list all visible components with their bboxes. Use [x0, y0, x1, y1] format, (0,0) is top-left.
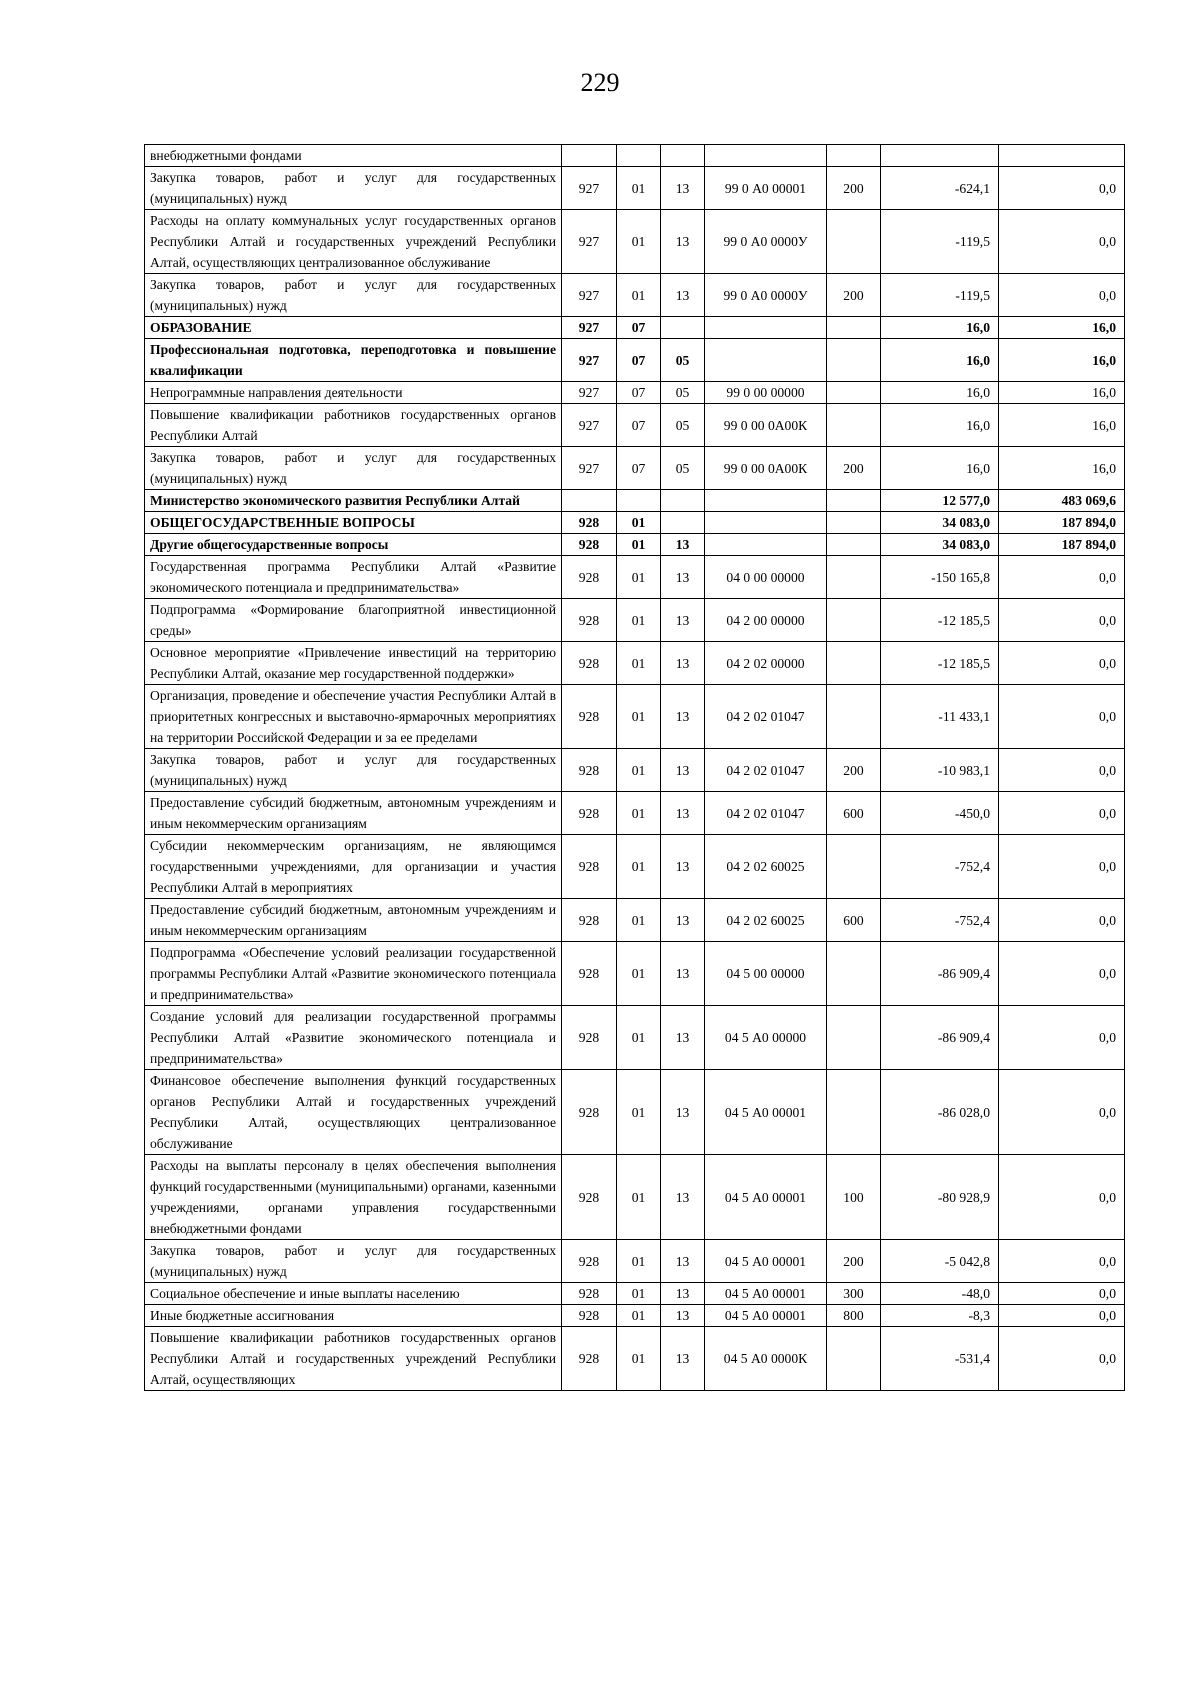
- target-article-code: [705, 339, 827, 382]
- table-row: [145, 1006, 1125, 1070]
- amount-year-2: 0,0: [999, 1155, 1125, 1240]
- section-code: 07: [617, 404, 661, 447]
- subsection-code: 13: [661, 1240, 705, 1283]
- target-article-code: 99 0 А0 0000У: [705, 274, 827, 317]
- subsection-code: 13: [661, 642, 705, 685]
- expense-type-code: [827, 382, 881, 404]
- target-article-code: 99 0 А0 0000У: [705, 210, 827, 274]
- amount-year-1: -150 165,8: [881, 556, 999, 599]
- expense-type-code: [827, 512, 881, 534]
- row-name: Другие общегосударственные вопросы: [145, 534, 562, 556]
- subsection-code: 13: [661, 274, 705, 317]
- amount-year-2: 16,0: [999, 447, 1125, 490]
- section-code: 01: [617, 899, 661, 942]
- department-code: 928: [562, 1283, 617, 1305]
- row-name: Закупка товаров, работ и услуг для государственных (муниципальных) нужд: [145, 274, 562, 317]
- section-code: 01: [617, 167, 661, 210]
- expense-type-code: 300: [827, 1283, 881, 1305]
- amount-year-2: [999, 145, 1125, 167]
- subsection-code: 13: [661, 1283, 705, 1305]
- target-article-code: 04 2 00 00000: [705, 599, 827, 642]
- target-article-code: 04 5 А0 00001: [705, 1305, 827, 1327]
- amount-year-2: 16,0: [999, 382, 1125, 404]
- row-name: Государственная программа Республики Алтай «Развитие экономического потенциала и предпринимательства»: [145, 556, 562, 599]
- target-article-code: 99 0 00 0А00К: [705, 447, 827, 490]
- table-row: [145, 490, 1125, 512]
- table-row: [145, 447, 1125, 490]
- amount-year-2: 0,0: [999, 1070, 1125, 1155]
- department-code: 928: [562, 749, 617, 792]
- section-code: 07: [617, 447, 661, 490]
- target-article-code: 04 5 А0 00001: [705, 1240, 827, 1283]
- subsection-code: 13: [661, 749, 705, 792]
- expense-type-code: [827, 685, 881, 749]
- target-article-code: 04 2 02 01047: [705, 749, 827, 792]
- section-code: 01: [617, 1070, 661, 1155]
- amount-year-1: -624,1: [881, 167, 999, 210]
- expense-type-code: [827, 317, 881, 339]
- row-name: Министерство экономического развития Республики Алтай: [145, 490, 562, 512]
- subsection-code: 13: [661, 534, 705, 556]
- department-code: 927: [562, 382, 617, 404]
- target-article-code: 99 0 А0 00001: [705, 167, 827, 210]
- amount-year-1: 16,0: [881, 382, 999, 404]
- expense-type-code: [827, 490, 881, 512]
- table-row: [145, 749, 1125, 792]
- table-row: [145, 685, 1125, 749]
- target-article-code: [705, 512, 827, 534]
- department-code: 927: [562, 447, 617, 490]
- department-code: 928: [562, 1305, 617, 1327]
- section-code: 01: [617, 1155, 661, 1240]
- amount-year-2: 187 894,0: [999, 512, 1125, 534]
- table-row: [145, 1155, 1125, 1240]
- expense-type-code: [827, 339, 881, 382]
- department-code: 928: [562, 599, 617, 642]
- target-article-code: 04 2 02 01047: [705, 792, 827, 835]
- row-name: Создание условий для реализации государственной программы Республики Алтай «Развитие экономического потенциала и предпринимательства»: [145, 1006, 562, 1070]
- row-name: Расходы на выплаты персоналу в целях обеспечения выполнения функций государственными (муниципальными) органами, казенными учреждениями, органами управления государственными внебюджетными фондами: [145, 1155, 562, 1240]
- row-name: Организация, проведение и обеспечение участия Республики Алтай в приоритетных конгрессных и выставочно-ярмарочных мероприятиях на территории Российской Федерации и за ее пределами: [145, 685, 562, 749]
- amount-year-2: 16,0: [999, 317, 1125, 339]
- row-name: Основное мероприятие «Привлечение инвестиций на территорию Республики Алтай, оказание мер государственной поддержки»: [145, 642, 562, 685]
- row-name: Расходы на оплату коммунальных услуг государственных органов Республики Алтай и государственных учреждений Республики Алтай, осуществляющих централизованное обслуживание: [145, 210, 562, 274]
- section-code: 01: [617, 1283, 661, 1305]
- amount-year-1: -12 185,5: [881, 642, 999, 685]
- expense-type-code: [827, 835, 881, 899]
- table-row: [145, 599, 1125, 642]
- amount-year-1: -80 928,9: [881, 1155, 999, 1240]
- target-article-code: 04 2 02 00000: [705, 642, 827, 685]
- table-row: [145, 404, 1125, 447]
- expense-type-code: 100: [827, 1155, 881, 1240]
- department-code: 927: [562, 167, 617, 210]
- row-name: Закупка товаров, работ и услуг для государственных (муниципальных) нужд: [145, 749, 562, 792]
- section-code: 01: [617, 210, 661, 274]
- subsection-code: 13: [661, 210, 705, 274]
- row-name: ОБЩЕГОСУДАРСТВЕННЫЕ ВОПРОСЫ: [145, 512, 562, 534]
- section-code: 01: [617, 942, 661, 1006]
- amount-year-2: 0,0: [999, 599, 1125, 642]
- table-row: [145, 942, 1125, 1006]
- amount-year-1: -12 185,5: [881, 599, 999, 642]
- amount-year-1: -86 028,0: [881, 1070, 999, 1155]
- department-code: 927: [562, 274, 617, 317]
- subsection-code: 13: [661, 1305, 705, 1327]
- amount-year-2: 0,0: [999, 167, 1125, 210]
- table-row: [145, 1240, 1125, 1283]
- subsection-code: 13: [661, 1006, 705, 1070]
- target-article-code: 04 2 02 60025: [705, 835, 827, 899]
- table-row: [145, 145, 1125, 167]
- expense-type-code: [827, 1006, 881, 1070]
- subsection-code: [661, 145, 705, 167]
- expense-type-code: [827, 1070, 881, 1155]
- amount-year-2: 0,0: [999, 835, 1125, 899]
- row-name: Закупка товаров, работ и услуг для государственных (муниципальных) нужд: [145, 1240, 562, 1283]
- target-article-code: 04 5 А0 00001: [705, 1283, 827, 1305]
- amount-year-2: 0,0: [999, 685, 1125, 749]
- amount-year-1: -86 909,4: [881, 942, 999, 1006]
- amount-year-2: 16,0: [999, 339, 1125, 382]
- subsection-code: 05: [661, 339, 705, 382]
- amount-year-1: -752,4: [881, 835, 999, 899]
- amount-year-1: 16,0: [881, 404, 999, 447]
- section-code: 01: [617, 599, 661, 642]
- table-row: [145, 167, 1125, 210]
- expense-type-code: 200: [827, 274, 881, 317]
- amount-year-1: 16,0: [881, 317, 999, 339]
- subsection-code: 13: [661, 685, 705, 749]
- target-article-code: [705, 317, 827, 339]
- section-code: 01: [617, 556, 661, 599]
- amount-year-2: 0,0: [999, 899, 1125, 942]
- row-name: Профессиональная подготовка, переподготовка и повышение квалификации: [145, 339, 562, 382]
- table-row: [145, 534, 1125, 556]
- row-name: ОБРАЗОВАНИЕ: [145, 317, 562, 339]
- target-article-code: 04 5 00 00000: [705, 942, 827, 1006]
- target-article-code: [705, 534, 827, 556]
- table-row: [145, 317, 1125, 339]
- subsection-code: 13: [661, 942, 705, 1006]
- department-code: 928: [562, 1327, 617, 1391]
- expense-type-code: [827, 642, 881, 685]
- row-name: Финансовое обеспечение выполнения функций государственных органов Республики Алтай и государственных учреждений Республики Алтай, осуществляющих централизованное обслуживание: [145, 1070, 562, 1155]
- amount-year-1: -11 433,1: [881, 685, 999, 749]
- table-row: [145, 1283, 1125, 1305]
- amount-year-2: 0,0: [999, 1305, 1125, 1327]
- amount-year-1: 34 083,0: [881, 512, 999, 534]
- page-number: 229: [580, 68, 620, 97]
- amount-year-1: -10 983,1: [881, 749, 999, 792]
- amount-year-2: 0,0: [999, 1240, 1125, 1283]
- subsection-code: 13: [661, 599, 705, 642]
- section-code: 01: [617, 749, 661, 792]
- amount-year-1: -8,3: [881, 1305, 999, 1327]
- expense-type-code: [827, 210, 881, 274]
- expense-type-code: 200: [827, 749, 881, 792]
- table-row: [145, 1070, 1125, 1155]
- department-code: 928: [562, 942, 617, 1006]
- table-row: [145, 382, 1125, 404]
- department-code: 927: [562, 339, 617, 382]
- amount-year-1: -752,4: [881, 899, 999, 942]
- department-code: 927: [562, 404, 617, 447]
- amount-year-2: 0,0: [999, 1006, 1125, 1070]
- amount-year-1: -5 042,8: [881, 1240, 999, 1283]
- expense-type-code: 600: [827, 792, 881, 835]
- department-code: [562, 490, 617, 512]
- row-name: Социальное обеспечение и иные выплаты населению: [145, 1283, 562, 1305]
- section-code: 07: [617, 382, 661, 404]
- department-code: 928: [562, 1240, 617, 1283]
- section-code: 07: [617, 339, 661, 382]
- table-row: [145, 899, 1125, 942]
- table-row: [145, 274, 1125, 317]
- row-name: Подпрограмма «Формирование благоприятной инвестиционной среды»: [145, 599, 562, 642]
- target-article-code: 04 5 А0 0000К: [705, 1327, 827, 1391]
- row-name: Подпрограмма «Обеспечение условий реализации государственной программы Республики Алтай «Развитие экономического потенциала и предпринимательства»: [145, 942, 562, 1006]
- section-code: 01: [617, 792, 661, 835]
- subsection-code: 13: [661, 899, 705, 942]
- amount-year-1: 34 083,0: [881, 534, 999, 556]
- target-article-code: 99 0 00 00000: [705, 382, 827, 404]
- department-code: 928: [562, 792, 617, 835]
- table-row: [145, 339, 1125, 382]
- target-article-code: 04 5 А0 00001: [705, 1070, 827, 1155]
- target-article-code: 04 5 А0 00001: [705, 1155, 827, 1240]
- section-code: 01: [617, 1006, 661, 1070]
- department-code: 928: [562, 1070, 617, 1155]
- subsection-code: 13: [661, 1070, 705, 1155]
- row-name: Закупка товаров, работ и услуг для государственных (муниципальных) нужд: [145, 447, 562, 490]
- budget-table: [144, 144, 1125, 1391]
- department-code: [562, 145, 617, 167]
- department-code: 927: [562, 210, 617, 274]
- table-row: [145, 210, 1125, 274]
- amount-year-1: -119,5: [881, 210, 999, 274]
- subsection-code: 13: [661, 835, 705, 899]
- expense-type-code: 200: [827, 1240, 881, 1283]
- expense-type-code: [827, 534, 881, 556]
- subsection-code: 13: [661, 1327, 705, 1391]
- row-name: Закупка товаров, работ и услуг для государственных (муниципальных) нужд: [145, 167, 562, 210]
- expense-type-code: [827, 145, 881, 167]
- budget-table-body: [145, 145, 1125, 1391]
- section-code: 01: [617, 274, 661, 317]
- target-article-code: 04 0 00 00000: [705, 556, 827, 599]
- row-name: Повышение квалификации работников государственных органов Республики Алтай: [145, 404, 562, 447]
- section-code: 01: [617, 1327, 661, 1391]
- expense-type-code: 800: [827, 1305, 881, 1327]
- table-row: [145, 642, 1125, 685]
- amount-year-2: 0,0: [999, 210, 1125, 274]
- target-article-code: 04 5 А0 00000: [705, 1006, 827, 1070]
- department-code: 928: [562, 512, 617, 534]
- target-article-code: 99 0 00 0А00К: [705, 404, 827, 447]
- amount-year-2: 16,0: [999, 404, 1125, 447]
- amount-year-1: 16,0: [881, 339, 999, 382]
- section-code: 07: [617, 317, 661, 339]
- section-code: 01: [617, 835, 661, 899]
- row-name: Непрограммные направления деятельности: [145, 382, 562, 404]
- expense-type-code: [827, 556, 881, 599]
- subsection-code: [661, 512, 705, 534]
- table-row: [145, 1327, 1125, 1391]
- subsection-code: 13: [661, 167, 705, 210]
- amount-year-2: 0,0: [999, 642, 1125, 685]
- expense-type-code: 200: [827, 167, 881, 210]
- subsection-code: 05: [661, 382, 705, 404]
- target-article-code: 04 2 02 60025: [705, 899, 827, 942]
- amount-year-1: -531,4: [881, 1327, 999, 1391]
- section-code: 01: [617, 685, 661, 749]
- row-name: Повышение квалификации работников государственных органов Республики Алтай и государственных учреждений Республики Алтай, осуществляющих: [145, 1327, 562, 1391]
- subsection-code: [661, 490, 705, 512]
- row-name: внебюджетными фондами: [145, 145, 562, 167]
- amount-year-1: -48,0: [881, 1283, 999, 1305]
- department-code: 928: [562, 685, 617, 749]
- amount-year-2: 0,0: [999, 942, 1125, 1006]
- row-name: Предоставление субсидий бюджетным, автономным учреждениям и иным некоммерческим организациям: [145, 792, 562, 835]
- subsection-code: 13: [661, 556, 705, 599]
- amount-year-1: 12 577,0: [881, 490, 999, 512]
- target-article-code: [705, 145, 827, 167]
- department-code: 928: [562, 1006, 617, 1070]
- expense-type-code: [827, 1327, 881, 1391]
- row-name: Предоставление субсидий бюджетным, автономным учреждениям и иным некоммерческим организациям: [145, 899, 562, 942]
- section-code: 01: [617, 512, 661, 534]
- amount-year-2: 0,0: [999, 792, 1125, 835]
- table-row: [145, 512, 1125, 534]
- section-code: 01: [617, 1240, 661, 1283]
- subsection-code: 05: [661, 447, 705, 490]
- amount-year-2: 0,0: [999, 1283, 1125, 1305]
- table-row: [145, 1305, 1125, 1327]
- section-code: 01: [617, 534, 661, 556]
- amount-year-1: -86 909,4: [881, 1006, 999, 1070]
- subsection-code: 13: [661, 792, 705, 835]
- budget-table-container: [144, 144, 1124, 1391]
- department-code: 928: [562, 1155, 617, 1240]
- section-code: 01: [617, 1305, 661, 1327]
- department-code: 928: [562, 556, 617, 599]
- table-row: [145, 556, 1125, 599]
- department-code: 928: [562, 642, 617, 685]
- section-code: [617, 145, 661, 167]
- table-row: [145, 835, 1125, 899]
- department-code: 928: [562, 835, 617, 899]
- expense-type-code: [827, 404, 881, 447]
- amount-year-2: 0,0: [999, 274, 1125, 317]
- subsection-code: [661, 317, 705, 339]
- target-article-code: [705, 490, 827, 512]
- expense-type-code: 200: [827, 447, 881, 490]
- amount-year-2: 187 894,0: [999, 534, 1125, 556]
- amount-year-1: -450,0: [881, 792, 999, 835]
- section-code: 01: [617, 642, 661, 685]
- amount-year-2: 0,0: [999, 556, 1125, 599]
- expense-type-code: [827, 599, 881, 642]
- amount-year-1: [881, 145, 999, 167]
- amount-year-2: 0,0: [999, 1327, 1125, 1391]
- amount-year-1: 16,0: [881, 447, 999, 490]
- table-row: [145, 792, 1125, 835]
- amount-year-2: 0,0: [999, 749, 1125, 792]
- department-code: 927: [562, 317, 617, 339]
- row-name: Иные бюджетные ассигнования: [145, 1305, 562, 1327]
- subsection-code: 05: [661, 404, 705, 447]
- expense-type-code: [827, 942, 881, 1006]
- target-article-code: 04 2 02 01047: [705, 685, 827, 749]
- department-code: 928: [562, 899, 617, 942]
- expense-type-code: 600: [827, 899, 881, 942]
- department-code: 928: [562, 534, 617, 556]
- section-code: [617, 490, 661, 512]
- amount-year-2: 483 069,6: [999, 490, 1125, 512]
- row-name: Субсидии некоммерческим организациям, не являющимся государственными учреждениями, для организации и участия Республики Алтай в мероприятиях: [145, 835, 562, 899]
- subsection-code: 13: [661, 1155, 705, 1240]
- amount-year-1: -119,5: [881, 274, 999, 317]
